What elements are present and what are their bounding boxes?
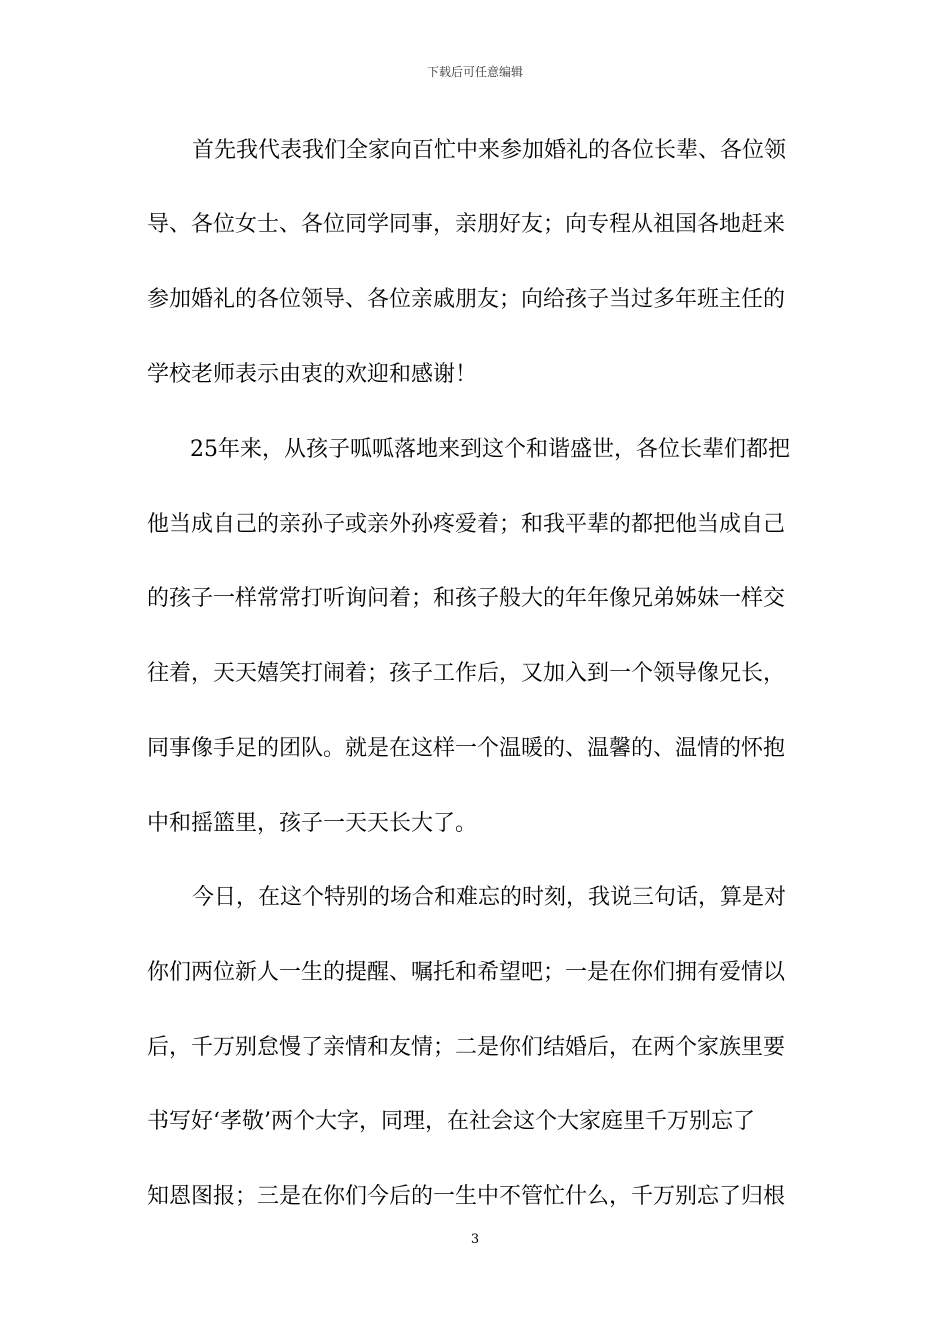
paragraph-2-line-1: 25年来，从孩子呱呱落地来到这个和谐盛世，各位长辈们都把 <box>190 437 790 462</box>
paragraph-2-line-2: 他当成自己的亲孙子或亲外孙疼爱着；和我平辈的都把他当成自己 <box>147 512 786 537</box>
paragraph-3-line-4: 书写好‘孝敬’两个大字，同理，在社会这个大家庭里千万别忘了 <box>147 1109 755 1134</box>
paragraph-1-line-3: 参加婚礼的各位领导、各位亲戚朋友；向给孩子当过多年班主任的 <box>147 287 786 312</box>
paragraph-1-line-4: 学校老师表示由衷的欢迎和感谢！ <box>147 362 478 387</box>
paragraph-3-line-1: 今日，在这个特别的场合和难忘的时刻，我说三句话，算是对 <box>192 885 787 910</box>
paragraph-2-line-5: 同事像手足的团队。就是在这样一个温暖的、温馨的、温情的怀抱 <box>147 736 786 761</box>
paragraph-1-line-1: 首先我代表我们全家向百忙中来参加婚礼的各位长辈、各位领 <box>192 138 787 163</box>
paragraph-1-line-2: 导、各位女士、各位同学同事，亲朋好友；向专程从祖国各地赶来 <box>147 212 786 237</box>
page-header: 下载后可任意编辑 <box>426 65 523 79</box>
paragraph-2-line-3: 的孩子一样常常打听询问着；和孩子般大的年年像兄弟姊妹一样交 <box>147 586 786 611</box>
paragraph-3-line-2: 你们两位新人一生的提醒、嘱托和希望吧；一是在你们拥有爱情以 <box>147 960 786 985</box>
paragraph-3-line-3: 后，千万别怠慢了亲情和友情；二是你们结婚后，在两个家族里要 <box>147 1035 786 1060</box>
paragraph-2-line-4: 往着，天天嬉笑打闹着；孩子工作后，又加入到一个领导像兄长， <box>147 661 786 686</box>
paragraph-2-line-6: 中和摇篮里，孩子一天天长大了。 <box>147 811 478 836</box>
paragraph-3-line-5: 知恩图报；三是在你们今后的一生中不管忙什么，千万别忘了归根 <box>147 1184 786 1209</box>
page-number: 3 <box>470 1232 480 1247</box>
